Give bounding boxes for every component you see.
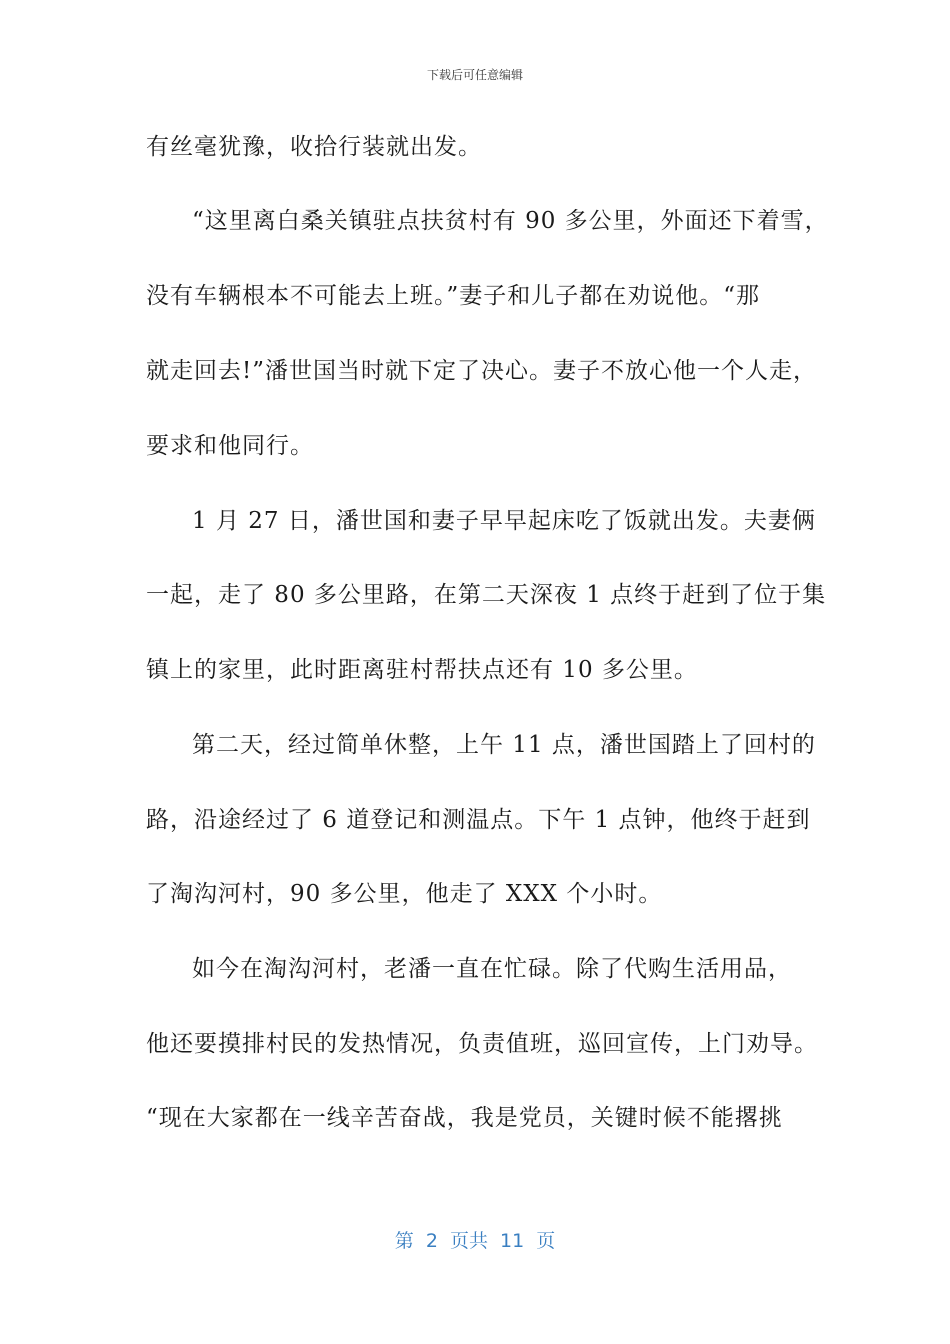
text-line: 如今在淘沟河村，老潘一直在忙碌。除了代购生活用品， (192, 956, 792, 982)
text-line: 有丝毫犹豫，收拾行装就出发。 (146, 134, 482, 160)
text-line: 他还要摸排村民的发热情况，负责值班，巡回宣传，上门劝导。 (146, 1031, 818, 1057)
text-line: 路，沿途经过了 6 道登记和测温点。下午 1 点钟，他终于赶到 (146, 807, 811, 833)
text-line: 没有车辆根本不可能去上班。”妻子和儿子都在劝说他。“那 (146, 283, 761, 309)
text-line: 一起，走了 80 多公里路，在第二天深夜 1 点终于赶到了位于集 (146, 582, 827, 608)
page-footer: 第 2 页共 11 页 (394, 1230, 556, 1252)
text-line: 1 月 27 日，潘世国和妻子早早起床吃了饭就出发。夫妻俩 (192, 508, 816, 534)
text-line: 镇上的家里，此时距离驻村帮扶点还有 10 多公里。 (146, 657, 698, 683)
text-line: 了淘沟河村，90 多公里，他走了 XXX 个小时。 (146, 881, 663, 907)
text-line: “这里离白桑关镇驻点扶贫村有 90 多公里，外面还下着雪， (192, 208, 829, 234)
text-line: 要求和他同行。 (146, 433, 314, 459)
text-line: 第二天，经过简单休整，上午 11 点，潘世国踏上了回村的 (192, 732, 816, 758)
page-header: 下载后可任意编辑 (426, 68, 523, 82)
text-line: “现在大家都在一线辛苦奋战，我是党员，关键时候不能撂挑 (146, 1105, 783, 1131)
text-line: 就走回去!”潘世国当时就下定了决心。妻子不放心他一个人走， (146, 358, 818, 384)
